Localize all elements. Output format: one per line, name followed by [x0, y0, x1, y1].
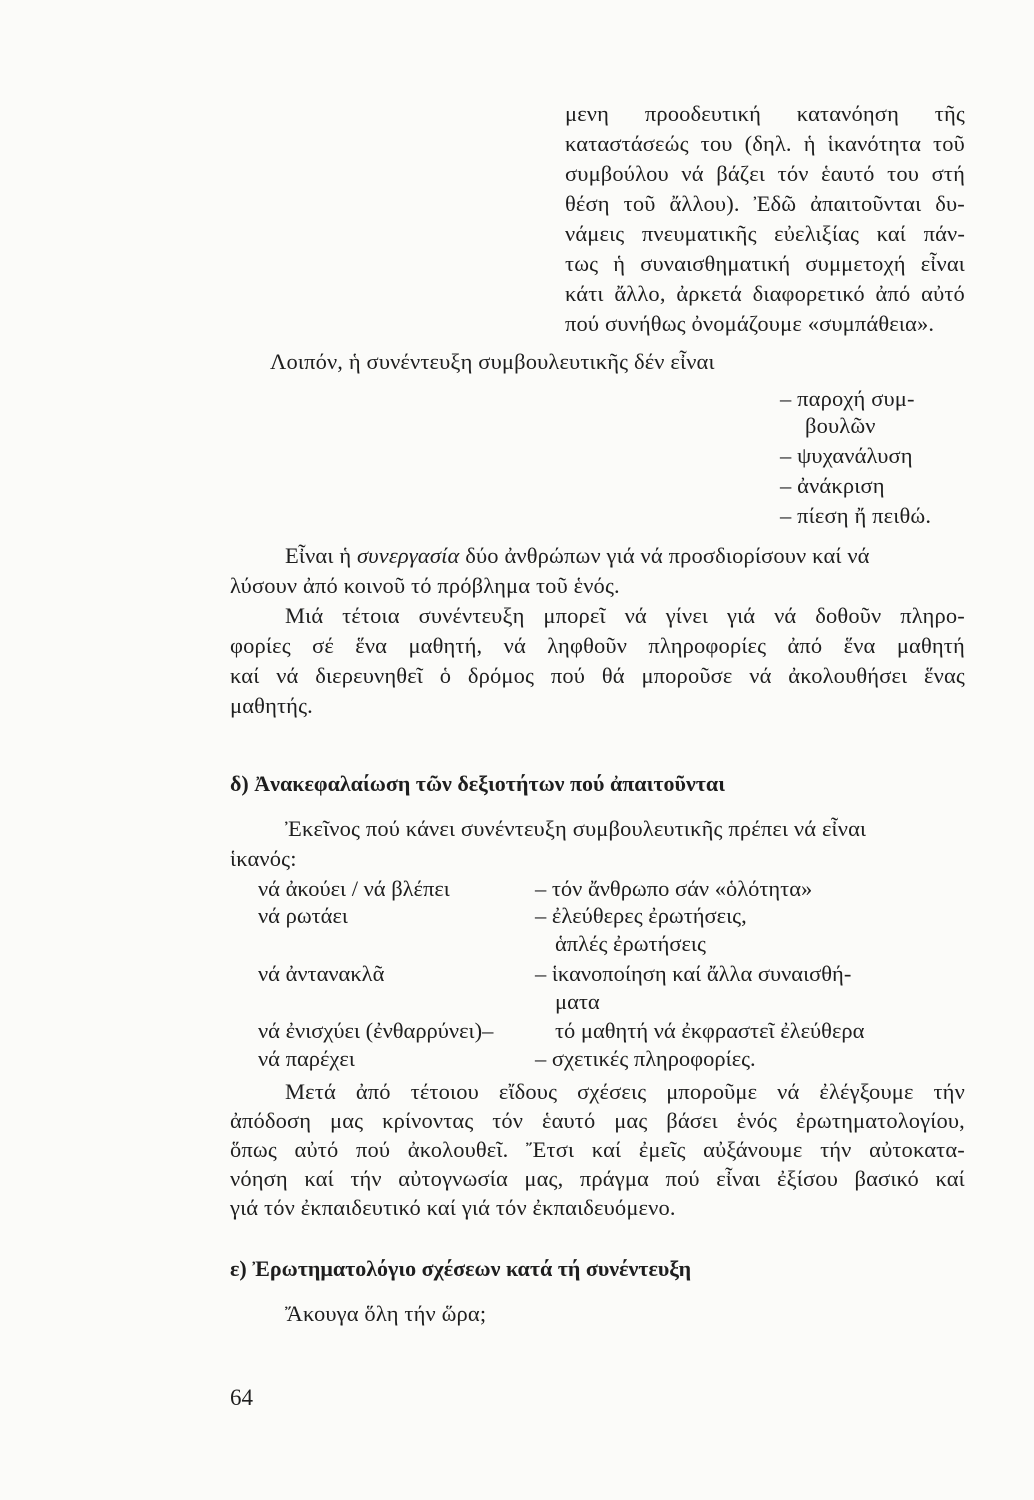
word: πληροφορίες [648, 633, 767, 658]
word: καί [876, 221, 907, 246]
word: Μετά [285, 1079, 336, 1104]
word: πού [355, 1137, 391, 1162]
quote-line [565, 220, 965, 248]
word: κρίνοντας [382, 1108, 474, 1133]
paragraph-line [230, 1107, 965, 1135]
word: ἀκολουθήσει [788, 663, 908, 688]
word: πνευματικῆς [641, 221, 757, 246]
word: νά [681, 161, 704, 186]
word: εἴδους [498, 1079, 558, 1104]
paragraph-line: γιά τόν ἐκπαιδευτικό καί γιά τόν ἐκπαιδευόμενο. [230, 1195, 676, 1220]
word: αὐτογνωσία [398, 1166, 508, 1191]
word: μποροῦμε [666, 1079, 758, 1104]
word: Ἔτσι [526, 1137, 575, 1162]
not-list-item: – πίεση ἤ πειθώ. [780, 503, 932, 528]
word: νόηση [230, 1166, 288, 1191]
word: τέτοιου [410, 1079, 479, 1104]
quote-line [565, 130, 965, 158]
word: τοῦ [623, 191, 656, 216]
word: τέτοια [342, 603, 400, 628]
word: καί [935, 1166, 965, 1191]
word: μας [614, 1108, 648, 1133]
quote-line [565, 160, 965, 188]
skill-detail: τό μαθητή νά ἐκφραστεῖ ἐλεύθερα [555, 1018, 865, 1043]
word: ἱκανότητα [827, 131, 922, 156]
word: ληφθοῦν [547, 633, 628, 658]
word: θά [601, 663, 625, 688]
word: τόν [492, 1108, 524, 1133]
word: νά [777, 1079, 800, 1104]
word: αὐξάνουμε [703, 1137, 803, 1162]
word: νά [276, 663, 299, 688]
skill-detail: – τόν ἄνθρωπο σάν «ὁλότητα» [535, 876, 813, 901]
word: γίνει [665, 603, 709, 628]
word: κάτι [565, 281, 604, 306]
word: τως [565, 251, 599, 276]
word: καί [304, 1166, 334, 1191]
word: πού [550, 663, 586, 688]
section-heading: δ) Ἀνακεφαλαίωση τῶν δεξιοτήτων πού ἀπαιτοῦνται [230, 771, 726, 796]
word: καταστάσεώς [565, 131, 689, 156]
word: μαθητή [896, 633, 965, 658]
word: αὐτό [294, 1137, 339, 1162]
word: ἀπόδοση [230, 1108, 312, 1133]
word: νά [749, 663, 772, 688]
word: καί [230, 663, 260, 688]
word: σέ [312, 633, 334, 658]
word: ἀρκετά [676, 281, 742, 306]
skill-name: νά παρέχει [258, 1046, 355, 1071]
word: διερευνηθεῖ [315, 663, 423, 688]
not-list-item: – ἀνάκριση [780, 473, 885, 498]
word: συμμετοχή [805, 251, 906, 276]
word: εὐελιξίας [774, 221, 860, 246]
word: μποροῦσε [641, 663, 733, 688]
question-line: Ἄκουγα ὅλη τήν ὥρα; [285, 1301, 487, 1326]
word: πράγμα [579, 1166, 649, 1191]
paragraph-line [285, 1078, 965, 1106]
not-list-item: – ψυχανάλυση [780, 443, 913, 468]
word: νάμεις [565, 221, 625, 246]
word: ἡ [613, 251, 626, 276]
paragraph-line: μαθητής. [230, 693, 313, 718]
quote-line [565, 250, 965, 278]
word: τήν [820, 1137, 852, 1162]
word: τήν [933, 1079, 965, 1104]
word: ἀπό [355, 1079, 391, 1104]
skill-name: νά ἐνισχύει (ἐνθαρρύνει)– [258, 1018, 494, 1043]
emphasis: συνεργασία [357, 543, 460, 568]
word: εἶναι [920, 251, 965, 276]
word: δρόμος [467, 663, 535, 688]
word: διαφορετικό [752, 281, 865, 306]
paragraph-line [230, 1165, 965, 1193]
word: ἑνός [736, 1108, 778, 1133]
word: ἕνας [924, 663, 965, 688]
word: ἡ [803, 131, 816, 156]
skill-detail: – σχετικές πληροφορίες. [535, 1046, 756, 1071]
word: ἄλλο, [614, 281, 666, 306]
word: ἕνα [355, 633, 388, 658]
word: μας [330, 1108, 364, 1133]
not-intro: Λοιπόν, ἡ συνέντευξη συμβουλευτικῆς δέν εἶναι [270, 349, 715, 374]
word: βάζει [716, 161, 766, 186]
word: ἑαυτό [821, 161, 875, 186]
paragraph-line: Ἐκεῖνος πού κάνει συνέντευξη συμβουλευτικῆς πρέπει νά εἶναι [285, 816, 867, 841]
skill-detail: ἁπλές ἐρωτήσεις [555, 931, 706, 956]
skill-name: νά ἀκούει / νά βλέπει [258, 876, 450, 901]
quote-line [565, 280, 965, 308]
word: τοῦ [933, 131, 965, 156]
section-heading: ε) Ἐρωτηματολόγιο σχέσεων κατά τή συνέντευξη [230, 1256, 692, 1281]
word: ἐξίσου [777, 1166, 838, 1191]
paragraph-line [230, 632, 965, 660]
word: δυ- [935, 191, 965, 216]
word: βασικό [854, 1166, 919, 1191]
skill-name: νά ἀντανακλᾶ [258, 961, 385, 986]
paragraph-line: λύσουν ἀπό κοινοῦ τό πρόβλημα τοῦ ἑνός. [230, 573, 620, 598]
word: αὐτοκατα- [869, 1137, 965, 1162]
page-number: 64 [230, 1385, 253, 1410]
word: τήν [350, 1166, 382, 1191]
word: ἑαυτό [541, 1108, 596, 1133]
word: πληρο- [900, 603, 965, 628]
word: ἀκολουθεῖ. [407, 1137, 509, 1162]
word: αὐτό [921, 281, 965, 306]
word: εἶναι [716, 1166, 761, 1191]
word: του [887, 161, 920, 186]
word: (δηλ. [744, 131, 792, 156]
word: ἐμεῖς [638, 1137, 686, 1162]
word: σχέσεις [577, 1079, 647, 1104]
paragraph-line [230, 1136, 965, 1164]
quote-line [565, 100, 965, 128]
word: ὅπως [230, 1137, 277, 1162]
word: Μιά [285, 603, 324, 628]
word: μας, [524, 1166, 564, 1191]
word: τῆς [934, 101, 965, 126]
paragraph-line [230, 662, 965, 690]
paragraph-line [285, 602, 965, 630]
word: ἀπό [875, 281, 911, 306]
word: πού [665, 1166, 700, 1191]
word: ἀπό [787, 633, 823, 658]
word: ἐρωτηματολογίου, [795, 1108, 965, 1133]
word: πάν- [923, 221, 965, 246]
word: μαθητή, [408, 633, 483, 658]
word: νά [774, 603, 797, 628]
quote-line: πού συνήθως ὀνομάζουμε «συμπάθεια». [565, 311, 935, 336]
word: ἀπαιτοῦνται [810, 191, 922, 216]
word: θέση [565, 191, 610, 216]
not-list-item: βουλῶν [805, 413, 876, 438]
skill-detail: – ἱκανοποίηση καί ἄλλα συναισθή- [535, 961, 852, 986]
word: ἄλλου). [669, 191, 740, 216]
skill-name: νά ρωτάει [258, 903, 348, 928]
word: προοδευτική [644, 101, 761, 126]
not-list-item: – παροχή συμ- [780, 386, 915, 411]
word: συμβούλου [565, 161, 669, 186]
word: Ἐδῶ [753, 191, 797, 216]
word: στή [931, 161, 965, 186]
word: καί [591, 1137, 622, 1162]
word: γιά [727, 603, 756, 628]
word: φορίες [230, 633, 291, 658]
word: ὁ [439, 663, 452, 688]
word: του [700, 131, 733, 156]
word: ἕνα [843, 633, 876, 658]
word: συνέντευξη [418, 603, 525, 628]
word: μενη [565, 101, 610, 126]
word: τόν [777, 161, 809, 186]
word: δοθοῦν [815, 603, 882, 628]
word: νά [624, 603, 647, 628]
word: νά [503, 633, 526, 658]
word: ἐλέγξουμε [819, 1079, 914, 1104]
quote-line [565, 190, 965, 218]
paragraph-line: ἱκανός: [230, 846, 297, 871]
paragraph-line: Εἶναι ἡ συνεργασία δύο ἀνθρώπων γιά νά προσδιορίσουν καί νά [285, 543, 870, 568]
word: συναισθηματική [640, 251, 791, 276]
skill-detail: ματα [555, 989, 600, 1014]
word: μπορεῖ [543, 603, 606, 628]
word: κατανόηση [796, 101, 899, 126]
word: βάσει [666, 1108, 718, 1133]
skill-detail: – ἐλεύθερες ἐρωτήσεις, [535, 903, 747, 928]
